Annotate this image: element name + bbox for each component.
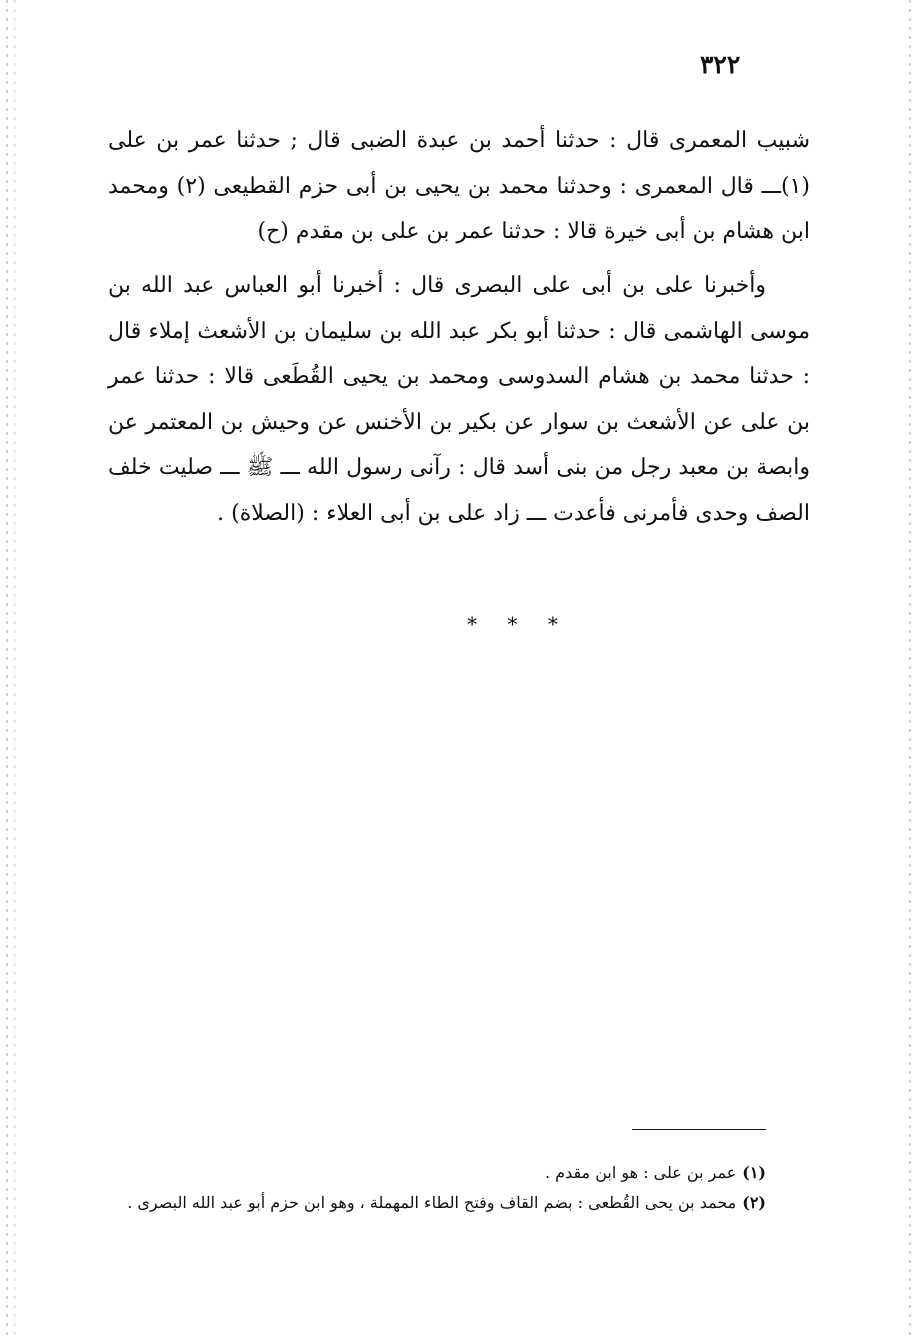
footnote-item [100,1158,766,1188]
section-separator: * * * [467,612,570,636]
footnote-item [100,1188,766,1218]
footnote-text: عمر بن على : هو ابن مقدم . [544,1163,737,1182]
footnote-marker: (١) [742,1163,766,1182]
footnote-divider [632,1129,766,1130]
scan-edge-left [6,0,8,1338]
body-paragraph-1: شبيب المعمرى قال : حدثنا أحمد بن عبدة الضبى قال ; حدثنا عمر بن على (١)ـــ قال المعمرى : وحدثنا محمد بن يحيى بن أبى حزم القطيعى (٢) ومحمد ابن هشام بن أبى خيرة قالا : حدثنا عمر بن على بن مقدم (ح) [108,128,811,244]
footnotes-list [100,1158,766,1218]
footnote-text: محمد بن يحى القُطعى : بضم القاف وفتح الطاء المهملة ، وهو ابن حزم أبو عبد الله البصرى . [127,1193,737,1212]
footnote-marker: (٢) [742,1193,766,1212]
scan-edge-left-inner [14,0,16,1338]
body-paragraph-2: وأخبرنا على بن أبى على البصرى قال : أخبرنا أبو العباس عبد الله بن موسى الهاشمى قال : حدثنا أبو بكر عبد الله بن سليمان بن الأشعث إملاء قال : حدثنا محمد بن هشام السدوسى ومحمد بن يحيى القُطَعى قالا : حدثنا عمر بن على عن الأشعث بن سوار عن بكير بن الأخنس عن وحيش بن المعتمر عن وابصة بن معبد رجل من بنى أسد قال : رآنى رسول الله ـــ ﷺ ـــ صليت خلف الصف وحدى فأمرنى فأعدت ـــ زاد على بن أبى العلاء : (الصلاة) . [108,273,810,526]
page-number: ٣٢٢ [700,50,741,79]
scan-edge-right [909,0,911,1338]
